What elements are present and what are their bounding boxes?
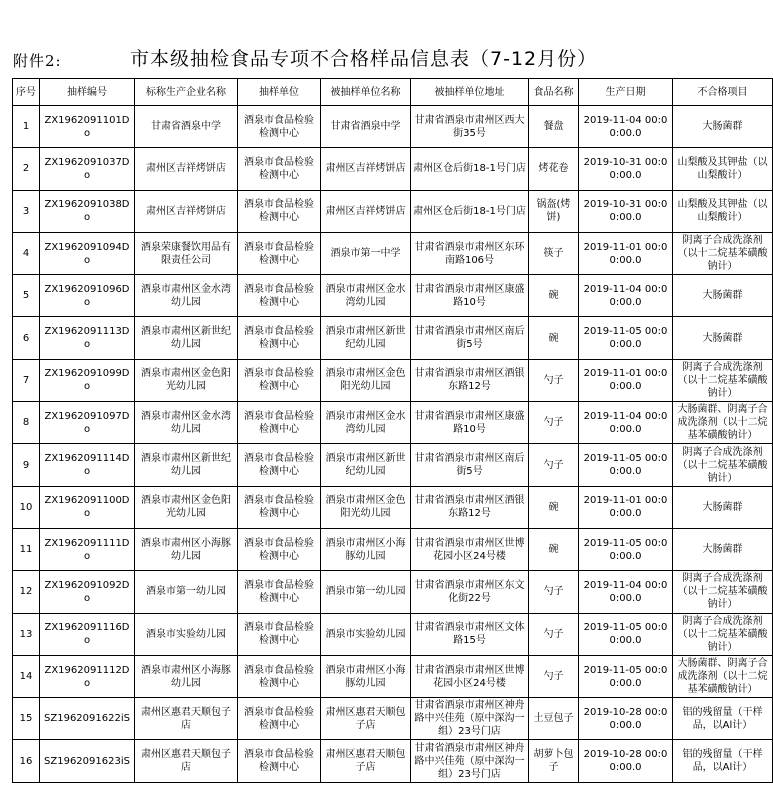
production-date: 2019-11-01 00:00:00.0 <box>579 486 673 528</box>
sample-code: SZ1962091623iS <box>40 740 135 782</box>
sampled-unit-name: 酒泉市实验幼儿园 <box>321 613 411 655</box>
manufacturer-name: 酒泉市肃州区金色阳光幼儿园 <box>135 486 238 528</box>
sampled-unit-address: 甘肃省酒泉市肃州区东文化街22号 <box>411 571 529 613</box>
sampled-unit-name: 酒泉市肃州区金色阳光幼儿园 <box>321 486 411 528</box>
failed-item: 铝的残留量（干样品，以Al计） <box>673 740 773 782</box>
nonconforming-samples-table <box>12 78 773 783</box>
manufacturer-name: 酒泉市肃州区金水湾幼儿园 <box>135 402 238 444</box>
sampled-unit-name: 甘肃省酒泉中学 <box>321 106 411 148</box>
failed-item-header: 不合格项目 <box>673 79 773 106</box>
food-name-header: 食品名称 <box>529 79 579 106</box>
table-row <box>13 486 773 528</box>
food-name: 碗 <box>529 486 579 528</box>
food-name: 碗 <box>529 528 579 570</box>
sampling-unit: 酒泉市食品检验检测中心 <box>238 698 321 740</box>
row-seq: 10 <box>13 486 40 528</box>
table-row <box>13 317 773 359</box>
sampled-unit-header: 被抽样单位名称 <box>321 79 411 106</box>
row-seq: 14 <box>13 655 40 697</box>
table-row <box>13 698 773 740</box>
sample-code: ZX1962091112Do <box>40 655 135 697</box>
sampled-unit-name: 酒泉市第一幼儿园 <box>321 571 411 613</box>
sampled-unit-address: 甘肃省酒泉市肃州区酒银东路12号 <box>411 359 529 401</box>
failed-item: 阴离子合成洗涤剂（以十二烷基苯磺酸钠计） <box>673 613 773 655</box>
manufacturer-name: 酒泉市实验幼儿园 <box>135 613 238 655</box>
table-header-row <box>13 79 773 106</box>
failed-item: 铝的残留量（干样品，以Al计） <box>673 698 773 740</box>
sampling-unit: 酒泉市食品检验检测中心 <box>238 359 321 401</box>
table-row <box>13 402 773 444</box>
failed-item: 阴离子合成洗涤剂（以十二烷基苯磺酸钠计） <box>673 571 773 613</box>
attachment-label: 附件2: <box>13 52 62 70</box>
sampling-unit: 酒泉市食品检验检测中心 <box>238 106 321 148</box>
row-seq: 16 <box>13 740 40 782</box>
document-header <box>0 0 773 78</box>
production-date: 2019-11-05 00:00:00.0 <box>579 317 673 359</box>
sample-code-header: 抽样编号 <box>40 79 135 106</box>
row-seq: 3 <box>13 190 40 232</box>
sampled-unit-name: 酒泉市肃州区小海豚幼儿园 <box>321 655 411 697</box>
food-name: 勺子 <box>529 402 579 444</box>
sampled-unit-address: 甘肃省酒泉市肃州区世博花园小区24号楼 <box>411 528 529 570</box>
sample-code: ZX1962091111Do <box>40 528 135 570</box>
sampled-address-header: 被抽样单位地址 <box>411 79 529 106</box>
sample-code: ZX1962091037Do <box>40 148 135 190</box>
sample-code: ZX1962091114Do <box>40 444 135 486</box>
failed-item: 大肠菌群 <box>673 106 773 148</box>
table-row <box>13 148 773 190</box>
sampling-unit: 酒泉市食品检验检测中心 <box>238 190 321 232</box>
production-date: 2019-10-28 00:00:00.0 <box>579 740 673 782</box>
sampling-unit-header: 抽样单位 <box>238 79 321 106</box>
sample-code: ZX1962091096Do <box>40 275 135 317</box>
manufacturer-name: 酒泉市肃州区金色阳光幼儿园 <box>135 359 238 401</box>
sampling-unit: 酒泉市食品检验检测中心 <box>238 317 321 359</box>
sampled-unit-name: 酒泉市肃州区金色阳光幼儿园 <box>321 359 411 401</box>
production-date: 2019-11-05 00:00:00.0 <box>579 528 673 570</box>
sampled-unit-name: 肃州区吉祥烤饼店 <box>321 190 411 232</box>
row-seq: 9 <box>13 444 40 486</box>
manufacturer-name: 酒泉荣康餐饮用品有限责任公司 <box>135 232 238 274</box>
table-row <box>13 740 773 782</box>
sample-code: ZX1962091113Do <box>40 317 135 359</box>
manufacturer-name: 酒泉市肃州区小海豚幼儿园 <box>135 655 238 697</box>
manufacturer-name: 酒泉市第一幼儿园 <box>135 571 238 613</box>
table-row <box>13 275 773 317</box>
failed-item: 阴离子合成洗涤剂（以十二烷基苯磺酸钠计） <box>673 444 773 486</box>
table-row <box>13 232 773 274</box>
production-date-header: 生产日期 <box>579 79 673 106</box>
sample-code: ZX1962091099Do <box>40 359 135 401</box>
production-date: 2019-11-05 00:00:00.0 <box>579 613 673 655</box>
manufacturer-name: 酒泉市肃州区新世纪幼儿园 <box>135 317 238 359</box>
table-row <box>13 106 773 148</box>
sample-code: ZX1962091097Do <box>40 402 135 444</box>
manufacturer-header: 标称生产企业名称 <box>135 79 238 106</box>
sampled-unit-address: 甘肃省酒泉市肃州区南后街5号 <box>411 317 529 359</box>
manufacturer-name: 肃州区惠君天顺包子店 <box>135 740 238 782</box>
sampled-unit-name: 酒泉市肃州区金水湾幼儿园 <box>321 275 411 317</box>
food-name: 筷子 <box>529 232 579 274</box>
food-name: 土豆包子 <box>529 698 579 740</box>
table-row <box>13 359 773 401</box>
sampling-unit: 酒泉市食品检验检测中心 <box>238 528 321 570</box>
sampled-unit-address: 肃州区仓后街18-1号门店 <box>411 148 529 190</box>
manufacturer-name: 酒泉市肃州区新世纪幼儿园 <box>135 444 238 486</box>
failed-item: 大肠菌群 <box>673 275 773 317</box>
sample-code: ZX1962091116Do <box>40 613 135 655</box>
sample-code: ZX1962091038Do <box>40 190 135 232</box>
manufacturer-name: 肃州区吉祥烤饼店 <box>135 148 238 190</box>
sampled-unit-address: 甘肃省酒泉市肃州区文体路15号 <box>411 613 529 655</box>
sampling-unit: 酒泉市食品检验检测中心 <box>238 740 321 782</box>
food-name: 胡萝卜包子 <box>529 740 579 782</box>
sampled-unit-address: 甘肃省酒泉市肃州区南后街5号 <box>411 444 529 486</box>
sampled-unit-address: 甘肃省酒泉市肃州区康盛路10号 <box>411 275 529 317</box>
table-row <box>13 190 773 232</box>
table-row <box>13 444 773 486</box>
production-date: 2019-11-04 00:00:00.0 <box>579 106 673 148</box>
sampled-unit-name: 肃州区惠君天顺包子店 <box>321 740 411 782</box>
sampled-unit-address: 肃州区仓后街18-1号门店 <box>411 190 529 232</box>
sampled-unit-address: 甘肃省酒泉市肃州区康盛路10号 <box>411 402 529 444</box>
food-name: 碗 <box>529 275 579 317</box>
sampling-unit: 酒泉市食品检验检测中心 <box>238 444 321 486</box>
sampled-unit-address: 甘肃省酒泉市肃州区世博花园小区24号楼 <box>411 655 529 697</box>
row-seq: 12 <box>13 571 40 613</box>
sample-code: ZX1962091092Do <box>40 571 135 613</box>
manufacturer-name: 甘肃省酒泉中学 <box>135 106 238 148</box>
production-date: 2019-10-31 00:00:00.0 <box>579 190 673 232</box>
food-name: 餐盘 <box>529 106 579 148</box>
sampled-unit-address: 甘肃省酒泉市肃州区神舟路中兴佳苑（原中深沟一组）23号门店 <box>411 740 529 782</box>
row-seq: 7 <box>13 359 40 401</box>
sampled-unit-name: 酒泉市肃州区新世纪幼儿园 <box>321 444 411 486</box>
table-row <box>13 655 773 697</box>
sampling-unit: 酒泉市食品检验检测中心 <box>238 655 321 697</box>
failed-item: 大肠菌群、阴离子合成洗涤剂（以十二烷基苯磺酸钠计） <box>673 402 773 444</box>
manufacturer-name: 肃州区吉祥烤饼店 <box>135 190 238 232</box>
failed-item: 大肠菌群 <box>673 528 773 570</box>
food-name: 勺子 <box>529 444 579 486</box>
sample-code: ZX1962091094Do <box>40 232 135 274</box>
table-row <box>13 571 773 613</box>
failed-item: 山梨酸及其钾盐（以山梨酸计） <box>673 190 773 232</box>
failed-item: 阴离子合成洗涤剂（以十二烷基苯磺酸钠计） <box>673 359 773 401</box>
seq-header: 序号 <box>13 79 40 106</box>
food-name: 烤花卷 <box>529 148 579 190</box>
food-name: 勺子 <box>529 571 579 613</box>
row-seq: 8 <box>13 402 40 444</box>
manufacturer-name: 酒泉市肃州区小海豚幼儿园 <box>135 528 238 570</box>
failed-item: 大肠菌群、阴离子合成洗涤剂（以十二烷基苯磺酸钠计） <box>673 655 773 697</box>
sampled-unit-address: 甘肃省酒泉市肃州区神舟路中兴佳苑（原中深沟一组）23号门店 <box>411 698 529 740</box>
row-seq: 2 <box>13 148 40 190</box>
sampled-unit-name: 酒泉市第一中学 <box>321 232 411 274</box>
sampled-unit-name: 酒泉市肃州区小海豚幼儿园 <box>321 528 411 570</box>
food-name: 勺子 <box>529 359 579 401</box>
failed-item: 山梨酸及其钾盐（以山梨酸计） <box>673 148 773 190</box>
sample-code: ZX1962091100Do <box>40 486 135 528</box>
production-date: 2019-10-31 00:00:00.0 <box>579 148 673 190</box>
food-name: 锅盔(烤饼) <box>529 190 579 232</box>
sampled-unit-address: 甘肃省酒泉市肃州区酒银东路12号 <box>411 486 529 528</box>
food-name: 勺子 <box>529 655 579 697</box>
sampled-unit-address: 甘肃省酒泉市肃州区东环南路106号 <box>411 232 529 274</box>
sampled-unit-name: 肃州区惠君天顺包子店 <box>321 698 411 740</box>
table-row <box>13 528 773 570</box>
sampling-unit: 酒泉市食品检验检测中心 <box>238 613 321 655</box>
production-date: 2019-11-04 00:00:00.0 <box>579 571 673 613</box>
production-date: 2019-11-05 00:00:00.0 <box>579 444 673 486</box>
failed-item: 阴离子合成洗涤剂（以十二烷基苯磺酸钠计） <box>673 232 773 274</box>
sampled-unit-name: 肃州区吉祥烤饼店 <box>321 148 411 190</box>
document-title: 市本级抽检食品专项不合格样品信息表（7-12月份） <box>130 48 598 70</box>
row-seq: 1 <box>13 106 40 148</box>
row-seq: 6 <box>13 317 40 359</box>
food-name: 碗 <box>529 317 579 359</box>
sampling-unit: 酒泉市食品检验检测中心 <box>238 232 321 274</box>
sampled-unit-name: 酒泉市肃州区新世纪幼儿园 <box>321 317 411 359</box>
sample-code: ZX1962091101Do <box>40 106 135 148</box>
production-date: 2019-10-28 00:00:00.0 <box>579 698 673 740</box>
sample-code: SZ1962091622iS <box>40 698 135 740</box>
manufacturer-name: 肃州区惠君天顺包子店 <box>135 698 238 740</box>
production-date: 2019-11-01 00:00:00.0 <box>579 232 673 274</box>
manufacturer-name: 酒泉市肃州区金水湾幼儿园 <box>135 275 238 317</box>
production-date: 2019-11-04 00:00:00.0 <box>579 402 673 444</box>
sampling-unit: 酒泉市食品检验检测中心 <box>238 148 321 190</box>
row-seq: 15 <box>13 698 40 740</box>
failed-item: 大肠菌群 <box>673 317 773 359</box>
production-date: 2019-11-04 00:00:00.0 <box>579 275 673 317</box>
row-seq: 13 <box>13 613 40 655</box>
sampling-unit: 酒泉市食品检验检测中心 <box>238 402 321 444</box>
table-row <box>13 613 773 655</box>
sampled-unit-name: 酒泉市肃州区金水湾幼儿园 <box>321 402 411 444</box>
row-seq: 5 <box>13 275 40 317</box>
sampling-unit: 酒泉市食品检验检测中心 <box>238 275 321 317</box>
failed-item: 大肠菌群 <box>673 486 773 528</box>
sampled-unit-address: 甘肃省酒泉市肃州区西大街35号 <box>411 106 529 148</box>
production-date: 2019-11-05 00:00:00.0 <box>579 655 673 697</box>
sampling-unit: 酒泉市食品检验检测中心 <box>238 571 321 613</box>
food-name: 勺子 <box>529 613 579 655</box>
table-body <box>13 106 773 783</box>
row-seq: 11 <box>13 528 40 570</box>
sampling-unit: 酒泉市食品检验检测中心 <box>238 486 321 528</box>
production-date: 2019-11-01 00:00:00.0 <box>579 359 673 401</box>
row-seq: 4 <box>13 232 40 274</box>
